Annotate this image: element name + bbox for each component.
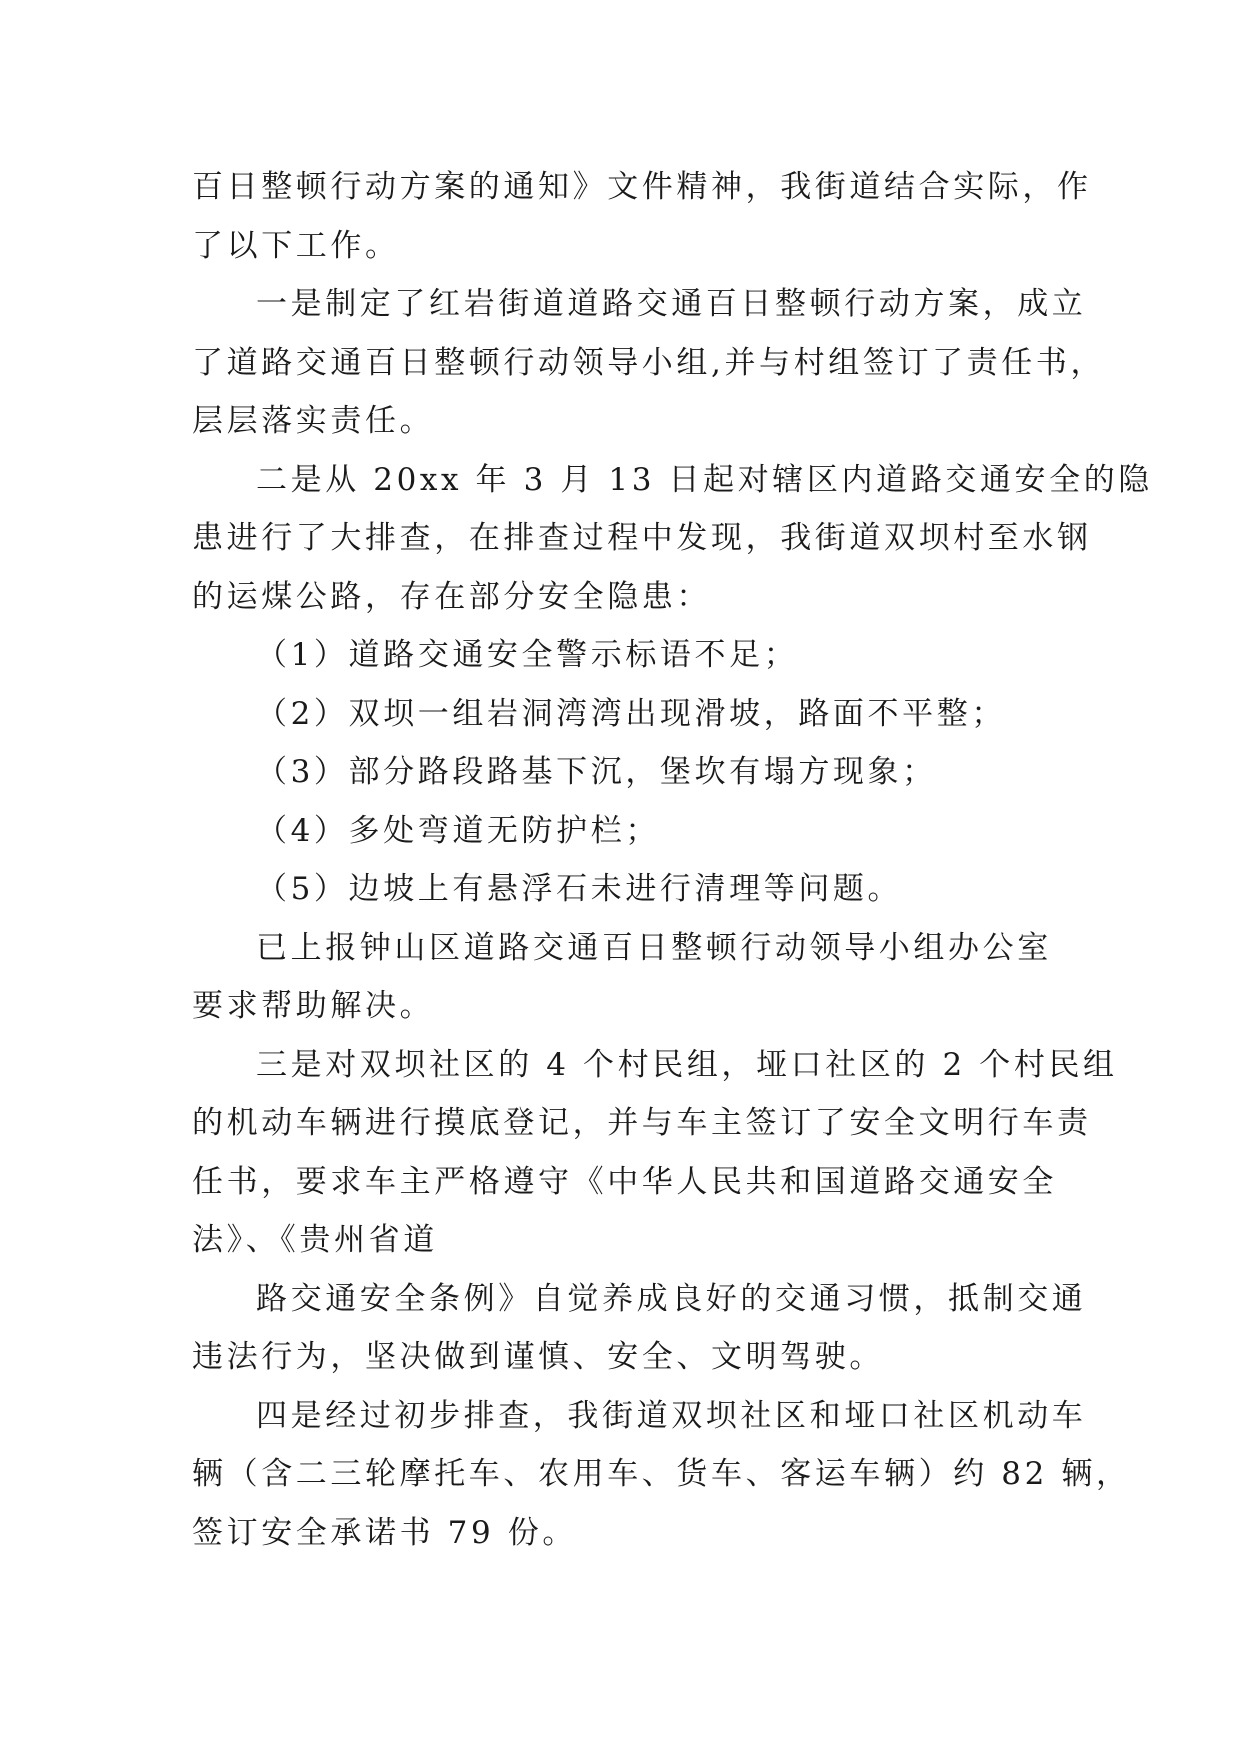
body-text (192, 158, 1153, 1562)
list-item: （5）边坡上有悬浮石未进行清理等问题。 (256, 871, 903, 907)
list-item: （1）道路交通安全警示标语不足； (256, 637, 799, 673)
text-line: 任书，要求车主严格遵守《中华人民共和国道路交通安全 (192, 1163, 1057, 1200)
text-line: 层层落实责任。 (192, 403, 435, 439)
text-line: 已上报钟山区道路交通百日整顿行动领导小组办公室 (256, 929, 1052, 966)
list-item: （3）部分路段路基下沉，堡坎有塌方现象； (256, 754, 937, 790)
text-line: 路交通安全条例》自觉养成良好的交通习惯，抵制交通 (256, 1280, 1087, 1317)
text-line: 辆（含二三轮摩托车、农用车、货车、客运车辆）约 82 辆， (192, 1456, 1131, 1492)
text-line: 了道路交通百日整顿行动领导小组,并与村组签订了责任书， (192, 344, 1106, 381)
text-line: 了以下工作。 (192, 227, 400, 264)
text-line: 二是从 20xx 年 3 月 13 日起对辖区内道路交通安全的隐 (256, 461, 1153, 498)
list-item: （2）双坝一组岩洞湾湾出现滑坡，路面不平整； (256, 695, 1006, 732)
text-line: 的机动车辆进行摸底登记，并与车主签订了安全文明行车责 (192, 1105, 1092, 1141)
text-line: 的运煤公路，存在部分安全隐患： (192, 578, 711, 615)
text-line: 法》、《贵州省道 (192, 1222, 438, 1258)
text-line: 百日整顿行动方案的通知》文件精神，我街道结合实际，作 (192, 169, 1092, 205)
text-line: 三是对双坝社区的 4 个村民组，垭口社区的 2 个村民组 (256, 1046, 1118, 1083)
text-line: 四是经过初步排查，我街道双坝社区和垭口社区机动车 (256, 1397, 1087, 1434)
text-line: 要求帮助解决。 (192, 988, 435, 1024)
text-line: 患进行了大排查，在排查过程中发现，我街道双坝村至水钢 (192, 520, 1092, 556)
text-line: 签订安全承诺书 79 份。 (192, 1514, 577, 1551)
text-line: 一是制定了红岩街道道路交通百日整顿行动方案，成立 (256, 286, 1087, 322)
text-line: 违法行为，坚决做到谨慎、安全、文明驾驶。 (192, 1339, 884, 1375)
list-item: （4）多处弯道无防护栏； (256, 812, 660, 849)
